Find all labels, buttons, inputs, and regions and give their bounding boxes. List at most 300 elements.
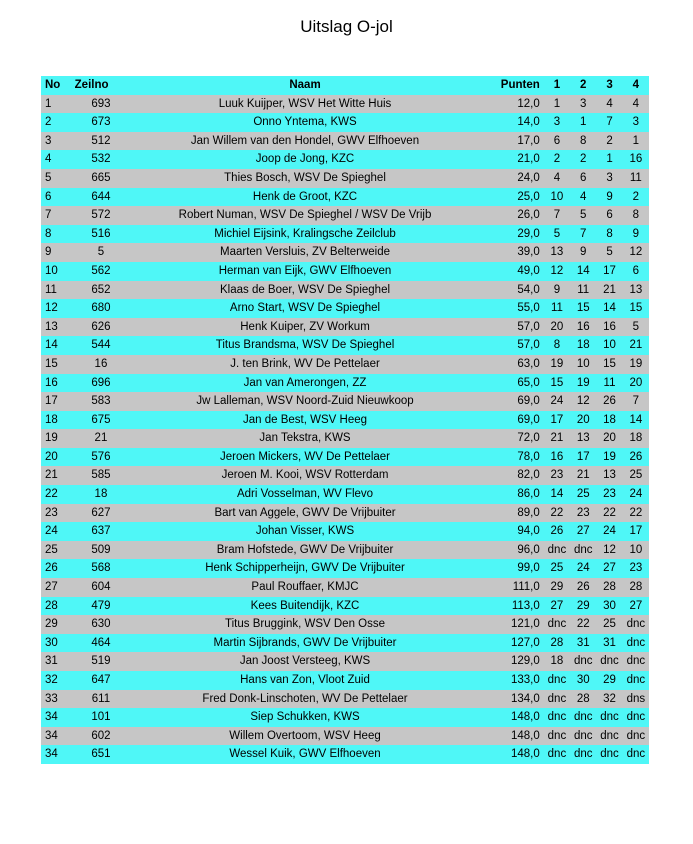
cell-race-3: 7 bbox=[596, 113, 622, 132]
cell-no: 1 bbox=[41, 95, 75, 114]
cell-punten: 12,0 bbox=[483, 95, 544, 114]
cell-race-1: 14 bbox=[544, 485, 570, 504]
table-row bbox=[41, 188, 649, 207]
cell-race-1: 2 bbox=[544, 150, 570, 169]
cell-zeilno: 544 bbox=[75, 336, 128, 355]
cell-naam: Henk de Groot, KZC bbox=[127, 188, 483, 207]
cell-race-3: 27 bbox=[596, 559, 622, 578]
cell-naam: Jeroen Mickers, WV De Pettelaer bbox=[127, 448, 483, 467]
cell-race-4: dnc bbox=[623, 745, 649, 764]
cell-race-2: 19 bbox=[570, 374, 596, 393]
cell-naam: Jan Tekstra, KWS bbox=[127, 429, 483, 448]
cell-zeilno: 604 bbox=[75, 578, 128, 597]
cell-punten: 57,0 bbox=[483, 336, 544, 355]
cell-punten: 94,0 bbox=[483, 522, 544, 541]
cell-race-4: 23 bbox=[623, 559, 649, 578]
cell-no: 6 bbox=[41, 188, 75, 207]
cell-punten: 49,0 bbox=[483, 262, 544, 281]
table-row bbox=[41, 652, 649, 671]
cell-zeilno: 637 bbox=[75, 522, 128, 541]
table-row bbox=[41, 541, 649, 560]
table-row bbox=[41, 262, 649, 281]
cell-race-2: 15 bbox=[570, 299, 596, 318]
cell-race-1: dnc bbox=[544, 745, 570, 764]
cell-zeilno: 516 bbox=[75, 225, 128, 244]
cell-zeilno: 680 bbox=[75, 299, 128, 318]
cell-race-2: 7 bbox=[570, 225, 596, 244]
cell-punten: 111,0 bbox=[483, 578, 544, 597]
cell-race-2: dnc bbox=[570, 541, 596, 560]
cell-zeilno: 512 bbox=[75, 132, 128, 151]
cell-no: 17 bbox=[41, 392, 75, 411]
cell-race-2: dnc bbox=[570, 708, 596, 727]
cell-race-3: 10 bbox=[596, 336, 622, 355]
cell-race-3: 23 bbox=[596, 485, 622, 504]
cell-naam: Kees Buitendijk, KZC bbox=[127, 597, 483, 616]
cell-no: 25 bbox=[41, 541, 75, 560]
cell-naam: Henk Kuiper, ZV Workum bbox=[127, 318, 483, 337]
cell-race-1: 19 bbox=[544, 355, 570, 374]
table-row bbox=[41, 448, 649, 467]
cell-no: 2 bbox=[41, 113, 75, 132]
cell-naam: Joop de Jong, KZC bbox=[127, 150, 483, 169]
cell-naam: Titus Brandsma, WSV De Spieghel bbox=[127, 336, 483, 355]
cell-zeilno: 568 bbox=[75, 559, 128, 578]
cell-zeilno: 479 bbox=[75, 597, 128, 616]
cell-race-2: 9 bbox=[570, 243, 596, 262]
cell-race-2: 31 bbox=[570, 634, 596, 653]
cell-race-2: 27 bbox=[570, 522, 596, 541]
table-row bbox=[41, 113, 649, 132]
cell-race-2: 4 bbox=[570, 188, 596, 207]
cell-zeilno: 652 bbox=[75, 281, 128, 300]
cell-naam: Adri Vosselman, WV Flevo bbox=[127, 485, 483, 504]
table-row bbox=[41, 374, 649, 393]
table-row bbox=[41, 504, 649, 523]
cell-race-3: 4 bbox=[596, 95, 622, 114]
cell-zeilno: 101 bbox=[75, 708, 128, 727]
cell-race-2: 29 bbox=[570, 597, 596, 616]
table-row bbox=[41, 150, 649, 169]
cell-naam: Jan Joost Versteeg, KWS bbox=[127, 652, 483, 671]
cell-punten: 69,0 bbox=[483, 392, 544, 411]
cell-race-3: 16 bbox=[596, 318, 622, 337]
cell-naam: Maarten Versluis, ZV Belterweide bbox=[127, 243, 483, 262]
cell-race-4: 5 bbox=[623, 318, 649, 337]
cell-no: 28 bbox=[41, 597, 75, 616]
cell-race-3: 24 bbox=[596, 522, 622, 541]
cell-race-4: 24 bbox=[623, 485, 649, 504]
cell-race-2: 11 bbox=[570, 281, 596, 300]
cell-race-3: 17 bbox=[596, 262, 622, 281]
cell-race-1: 28 bbox=[544, 634, 570, 653]
cell-race-3: 20 bbox=[596, 429, 622, 448]
cell-naam: Jan van Amerongen, ZZ bbox=[127, 374, 483, 393]
cell-race-2: 2 bbox=[570, 150, 596, 169]
cell-race-2: 6 bbox=[570, 169, 596, 188]
cell-race-4: dnc bbox=[623, 708, 649, 727]
cell-no: 31 bbox=[41, 652, 75, 671]
cell-race-2: 23 bbox=[570, 504, 596, 523]
cell-no: 18 bbox=[41, 411, 75, 430]
cell-no: 7 bbox=[41, 206, 75, 225]
table-row bbox=[41, 392, 649, 411]
table-row bbox=[41, 727, 649, 746]
cell-zeilno: 509 bbox=[75, 541, 128, 560]
table-row bbox=[41, 318, 649, 337]
cell-no: 16 bbox=[41, 374, 75, 393]
cell-race-4: 14 bbox=[623, 411, 649, 430]
cell-race-1: 23 bbox=[544, 466, 570, 485]
cell-punten: 148,0 bbox=[483, 708, 544, 727]
cell-naam: Martin Sijbrands, GWV De Vrijbuiter bbox=[127, 634, 483, 653]
cell-naam: Siep Schukken, KWS bbox=[127, 708, 483, 727]
cell-punten: 99,0 bbox=[483, 559, 544, 578]
cell-race-2: dnc bbox=[570, 745, 596, 764]
cell-zeilno: 562 bbox=[75, 262, 128, 281]
cell-race-3: 12 bbox=[596, 541, 622, 560]
cell-race-3: 22 bbox=[596, 504, 622, 523]
cell-naam: Michiel Eijsink, Kralingsche Zeilclub bbox=[127, 225, 483, 244]
cell-naam: Onno Yntema, KWS bbox=[127, 113, 483, 132]
results-table-header bbox=[41, 76, 649, 95]
cell-race-4: 25 bbox=[623, 466, 649, 485]
cell-race-2: 5 bbox=[570, 206, 596, 225]
cell-race-3: 5 bbox=[596, 243, 622, 262]
cell-naam: Bram Hofstede, GWV De Vrijbuiter bbox=[127, 541, 483, 560]
cell-race-3: 14 bbox=[596, 299, 622, 318]
header-punten: Punten bbox=[483, 76, 544, 95]
cell-race-1: 20 bbox=[544, 318, 570, 337]
cell-no: 9 bbox=[41, 243, 75, 262]
cell-punten: 17,0 bbox=[483, 132, 544, 151]
cell-race-4: 20 bbox=[623, 374, 649, 393]
header-zeilno: Zeilno bbox=[75, 76, 128, 95]
table-row bbox=[41, 206, 649, 225]
cell-naam: Klaas de Boer, WSV De Spieghel bbox=[127, 281, 483, 300]
cell-zeilno: 693 bbox=[75, 95, 128, 114]
table-row bbox=[41, 522, 649, 541]
cell-race-2: 24 bbox=[570, 559, 596, 578]
cell-race-2: 26 bbox=[570, 578, 596, 597]
cell-punten: 21,0 bbox=[483, 150, 544, 169]
cell-race-1: 8 bbox=[544, 336, 570, 355]
cell-punten: 82,0 bbox=[483, 466, 544, 485]
cell-race-3: 19 bbox=[596, 448, 622, 467]
cell-punten: 14,0 bbox=[483, 113, 544, 132]
cell-race-3: dnc bbox=[596, 727, 622, 746]
cell-race-4: 10 bbox=[623, 541, 649, 560]
cell-race-1: 26 bbox=[544, 522, 570, 541]
cell-punten: 24,0 bbox=[483, 169, 544, 188]
table-row bbox=[41, 559, 649, 578]
table-row bbox=[41, 429, 649, 448]
cell-race-4: 8 bbox=[623, 206, 649, 225]
cell-race-2: 3 bbox=[570, 95, 596, 114]
cell-race-4: 6 bbox=[623, 262, 649, 281]
cell-race-1: 17 bbox=[544, 411, 570, 430]
cell-naam: Jan Willem van den Hondel, GWV Elfhoeven bbox=[127, 132, 483, 151]
table-row bbox=[41, 95, 649, 114]
cell-no: 15 bbox=[41, 355, 75, 374]
cell-race-3: 8 bbox=[596, 225, 622, 244]
cell-race-3: dnc bbox=[596, 708, 622, 727]
cell-race-4: 22 bbox=[623, 504, 649, 523]
cell-race-2: 12 bbox=[570, 392, 596, 411]
cell-punten: 121,0 bbox=[483, 615, 544, 634]
cell-no: 5 bbox=[41, 169, 75, 188]
cell-race-4: 28 bbox=[623, 578, 649, 597]
cell-zeilno: 21 bbox=[75, 429, 128, 448]
header-race-2: 2 bbox=[570, 76, 596, 95]
cell-race-2: 1 bbox=[570, 113, 596, 132]
table-row bbox=[41, 634, 649, 653]
cell-punten: 63,0 bbox=[483, 355, 544, 374]
cell-race-1: 6 bbox=[544, 132, 570, 151]
cell-zeilno: 519 bbox=[75, 652, 128, 671]
cell-naam: Titus Bruggink, WSV Den Osse bbox=[127, 615, 483, 634]
cell-zeilno: 665 bbox=[75, 169, 128, 188]
cell-naam: J. ten Brink, WV De Pettelaer bbox=[127, 355, 483, 374]
cell-zeilno: 626 bbox=[75, 318, 128, 337]
table-row bbox=[41, 578, 649, 597]
cell-naam: Wessel Kuik, GWV Elfhoeven bbox=[127, 745, 483, 764]
cell-zeilno: 651 bbox=[75, 745, 128, 764]
cell-race-2: 22 bbox=[570, 615, 596, 634]
cell-race-1: 4 bbox=[544, 169, 570, 188]
cell-zeilno: 576 bbox=[75, 448, 128, 467]
table-row bbox=[41, 132, 649, 151]
cell-race-1: 3 bbox=[544, 113, 570, 132]
cell-race-1: 18 bbox=[544, 652, 570, 671]
cell-race-3: 15 bbox=[596, 355, 622, 374]
cell-race-1: 22 bbox=[544, 504, 570, 523]
cell-zeilno: 627 bbox=[75, 504, 128, 523]
cell-race-4: 9 bbox=[623, 225, 649, 244]
cell-no: 8 bbox=[41, 225, 75, 244]
cell-punten: 148,0 bbox=[483, 727, 544, 746]
cell-race-1: 15 bbox=[544, 374, 570, 393]
cell-race-1: dnc bbox=[544, 708, 570, 727]
cell-punten: 129,0 bbox=[483, 652, 544, 671]
cell-race-1: 13 bbox=[544, 243, 570, 262]
cell-no: 34 bbox=[41, 708, 75, 727]
cell-race-2: 16 bbox=[570, 318, 596, 337]
cell-naam: Jan de Best, WSV Heeg bbox=[127, 411, 483, 430]
cell-race-1: 24 bbox=[544, 392, 570, 411]
cell-naam: Willem Overtoom, WSV Heeg bbox=[127, 727, 483, 746]
cell-punten: 148,0 bbox=[483, 745, 544, 764]
table-row bbox=[41, 466, 649, 485]
cell-punten: 39,0 bbox=[483, 243, 544, 262]
table-row bbox=[41, 225, 649, 244]
cell-race-4: dnc bbox=[623, 634, 649, 653]
cell-race-4: 4 bbox=[623, 95, 649, 114]
cell-zeilno: 5 bbox=[75, 243, 128, 262]
cell-no: 23 bbox=[41, 504, 75, 523]
cell-race-4: 15 bbox=[623, 299, 649, 318]
cell-race-3: 30 bbox=[596, 597, 622, 616]
table-row bbox=[41, 411, 649, 430]
cell-race-2: 30 bbox=[570, 671, 596, 690]
page-title: Uitslag O-jol bbox=[300, 17, 393, 36]
cell-zeilno: 611 bbox=[75, 690, 128, 709]
cell-zeilno: 630 bbox=[75, 615, 128, 634]
cell-zeilno: 647 bbox=[75, 671, 128, 690]
cell-zeilno: 673 bbox=[75, 113, 128, 132]
cell-punten: 69,0 bbox=[483, 411, 544, 430]
cell-no: 34 bbox=[41, 727, 75, 746]
cell-race-4: 26 bbox=[623, 448, 649, 467]
cell-punten: 113,0 bbox=[483, 597, 544, 616]
cell-race-4: dns bbox=[623, 690, 649, 709]
table-row bbox=[41, 745, 649, 764]
cell-no: 29 bbox=[41, 615, 75, 634]
cell-race-2: 14 bbox=[570, 262, 596, 281]
cell-race-4: dnc bbox=[623, 727, 649, 746]
cell-zeilno: 583 bbox=[75, 392, 128, 411]
cell-race-3: 29 bbox=[596, 671, 622, 690]
table-row bbox=[41, 690, 649, 709]
cell-race-1: dnc bbox=[544, 615, 570, 634]
cell-race-4: 27 bbox=[623, 597, 649, 616]
cell-no: 26 bbox=[41, 559, 75, 578]
cell-race-4: 3 bbox=[623, 113, 649, 132]
cell-race-1: 10 bbox=[544, 188, 570, 207]
cell-race-2: 18 bbox=[570, 336, 596, 355]
cell-no: 22 bbox=[41, 485, 75, 504]
header-naam: Naam bbox=[127, 76, 483, 95]
header-race-4: 4 bbox=[623, 76, 649, 95]
table-row bbox=[41, 485, 649, 504]
cell-race-3: 26 bbox=[596, 392, 622, 411]
cell-zeilno: 532 bbox=[75, 150, 128, 169]
cell-race-3: 11 bbox=[596, 374, 622, 393]
cell-race-3: dnc bbox=[596, 652, 622, 671]
cell-no: 12 bbox=[41, 299, 75, 318]
cell-punten: 72,0 bbox=[483, 429, 544, 448]
cell-race-1: dnc bbox=[544, 671, 570, 690]
cell-zeilno: 16 bbox=[75, 355, 128, 374]
cell-race-1: 25 bbox=[544, 559, 570, 578]
cell-race-3: 18 bbox=[596, 411, 622, 430]
cell-race-1: dnc bbox=[544, 727, 570, 746]
header-race-1: 1 bbox=[544, 76, 570, 95]
cell-race-1: 9 bbox=[544, 281, 570, 300]
cell-race-1: 11 bbox=[544, 299, 570, 318]
cell-race-4: 1 bbox=[623, 132, 649, 151]
cell-race-4: 19 bbox=[623, 355, 649, 374]
cell-punten: 29,0 bbox=[483, 225, 544, 244]
cell-race-3: 3 bbox=[596, 169, 622, 188]
table-row bbox=[41, 243, 649, 262]
cell-race-1: 12 bbox=[544, 262, 570, 281]
table-row bbox=[41, 597, 649, 616]
cell-naam: Jw Lalleman, WSV Noord-Zuid Nieuwkoop bbox=[127, 392, 483, 411]
cell-zeilno: 572 bbox=[75, 206, 128, 225]
cell-race-4: 18 bbox=[623, 429, 649, 448]
cell-no: 3 bbox=[41, 132, 75, 151]
cell-race-1: 27 bbox=[544, 597, 570, 616]
cell-race-1: dnc bbox=[544, 541, 570, 560]
cell-race-2: 25 bbox=[570, 485, 596, 504]
cell-no: 13 bbox=[41, 318, 75, 337]
cell-race-1: 5 bbox=[544, 225, 570, 244]
cell-punten: 57,0 bbox=[483, 318, 544, 337]
cell-no: 32 bbox=[41, 671, 75, 690]
cell-race-2: dnc bbox=[570, 652, 596, 671]
cell-race-1: 7 bbox=[544, 206, 570, 225]
cell-zeilno: 696 bbox=[75, 374, 128, 393]
cell-race-3: 9 bbox=[596, 188, 622, 207]
cell-race-4: 11 bbox=[623, 169, 649, 188]
cell-zeilno: 602 bbox=[75, 727, 128, 746]
header-no: No bbox=[41, 76, 75, 95]
cell-punten: 89,0 bbox=[483, 504, 544, 523]
cell-race-4: 7 bbox=[623, 392, 649, 411]
results-table bbox=[41, 76, 649, 764]
cell-no: 34 bbox=[41, 745, 75, 764]
cell-naam: Arno Start, WSV De Spieghel bbox=[127, 299, 483, 318]
cell-no: 19 bbox=[41, 429, 75, 448]
cell-zeilno: 675 bbox=[75, 411, 128, 430]
cell-race-2: 17 bbox=[570, 448, 596, 467]
cell-race-4: 2 bbox=[623, 188, 649, 207]
cell-zeilno: 18 bbox=[75, 485, 128, 504]
cell-zeilno: 644 bbox=[75, 188, 128, 207]
cell-race-2: 21 bbox=[570, 466, 596, 485]
cell-race-4: 16 bbox=[623, 150, 649, 169]
cell-punten: 96,0 bbox=[483, 541, 544, 560]
cell-naam: Luuk Kuijper, WSV Het Witte Huis bbox=[127, 95, 483, 114]
cell-race-3: 28 bbox=[596, 578, 622, 597]
cell-no: 10 bbox=[41, 262, 75, 281]
header-row bbox=[41, 76, 649, 95]
cell-race-1: 21 bbox=[544, 429, 570, 448]
cell-race-3: 21 bbox=[596, 281, 622, 300]
cell-race-3: 2 bbox=[596, 132, 622, 151]
cell-punten: 86,0 bbox=[483, 485, 544, 504]
cell-race-2: 10 bbox=[570, 355, 596, 374]
cell-no: 33 bbox=[41, 690, 75, 709]
cell-race-4: 17 bbox=[623, 522, 649, 541]
cell-race-2: 13 bbox=[570, 429, 596, 448]
table-row bbox=[41, 299, 649, 318]
cell-no: 11 bbox=[41, 281, 75, 300]
cell-race-3: 32 bbox=[596, 690, 622, 709]
cell-no: 30 bbox=[41, 634, 75, 653]
cell-no: 20 bbox=[41, 448, 75, 467]
cell-race-4: dnc bbox=[623, 652, 649, 671]
cell-race-3: dnc bbox=[596, 745, 622, 764]
cell-race-3: 6 bbox=[596, 206, 622, 225]
cell-punten: 127,0 bbox=[483, 634, 544, 653]
cell-no: 14 bbox=[41, 336, 75, 355]
cell-race-3: 31 bbox=[596, 634, 622, 653]
cell-naam: Herman van Eijk, GWV Elfhoeven bbox=[127, 262, 483, 281]
cell-race-2: dnc bbox=[570, 727, 596, 746]
cell-punten: 78,0 bbox=[483, 448, 544, 467]
cell-race-2: 20 bbox=[570, 411, 596, 430]
results-table-body bbox=[41, 95, 649, 764]
cell-punten: 26,0 bbox=[483, 206, 544, 225]
cell-naam: Paul Rouffaer, KMJC bbox=[127, 578, 483, 597]
cell-punten: 54,0 bbox=[483, 281, 544, 300]
cell-no: 21 bbox=[41, 466, 75, 485]
cell-punten: 25,0 bbox=[483, 188, 544, 207]
cell-zeilno: 585 bbox=[75, 466, 128, 485]
table-row bbox=[41, 708, 649, 727]
